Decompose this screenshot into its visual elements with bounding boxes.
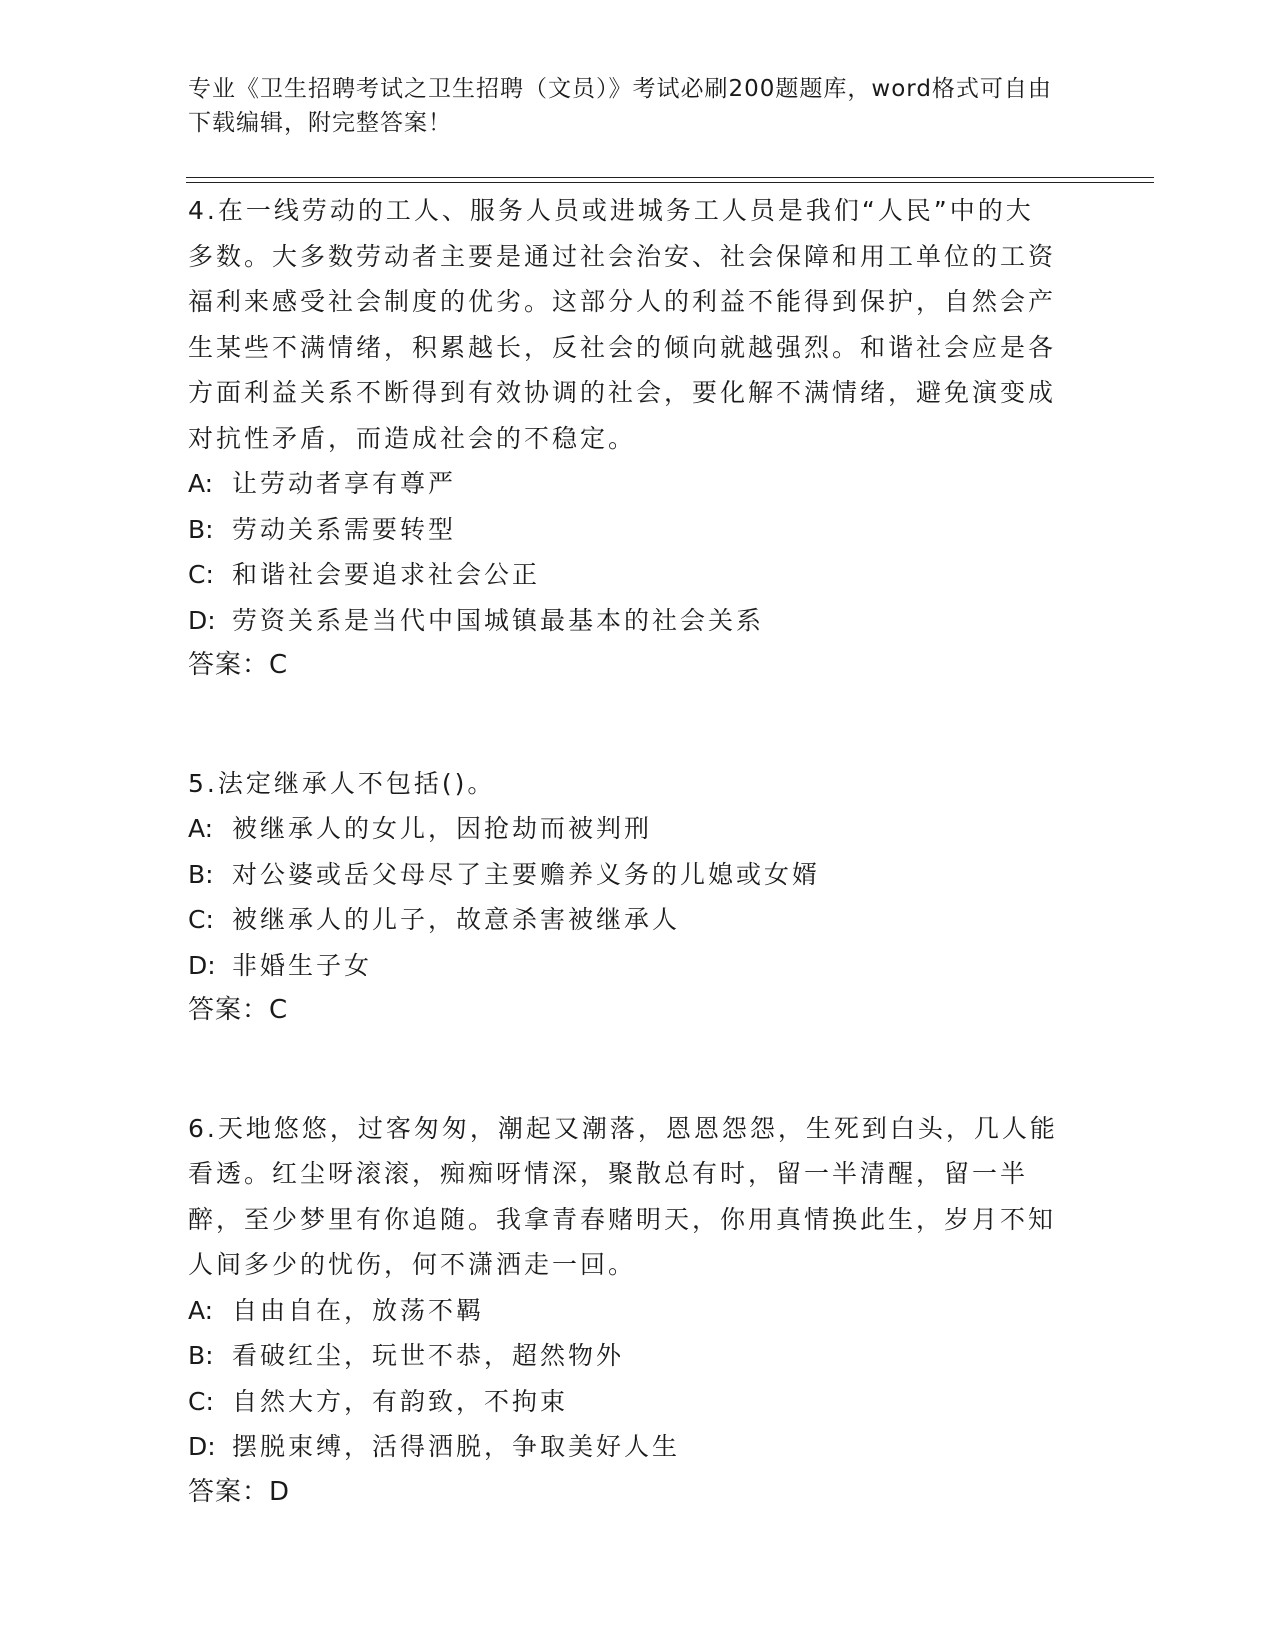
answer-line: 答案：C [188, 995, 289, 1025]
option-text: 摆脱束缚，活得洒脱，争取美好人生 [232, 1432, 681, 1461]
question-list [188, 188, 1058, 1515]
answer-line: 答案：C [188, 650, 289, 680]
option-text: 让劳动者享有尊严 [232, 469, 457, 498]
option-d [188, 1424, 1058, 1470]
option-text: 自然大方，有韵致，不拘束 [232, 1386, 569, 1416]
option-text: 对公婆或岳父母尽了主要赡养义务的儿媳或女婿 [232, 859, 821, 889]
option-key: D: [188, 1432, 216, 1461]
header-divider-bottom [186, 182, 1154, 183]
option-text: 和谐社会要追求社会公正 [232, 560, 541, 589]
option-b [188, 1333, 1058, 1379]
question-6 [188, 1106, 1058, 1516]
option-text: 劳动关系需要转型 [232, 514, 457, 544]
document-header: 专业《卫生招聘考试之卫生招聘（文员）》考试必刷200题题库，word格式可自由下载编辑，附完整答案！ [188, 76, 1052, 136]
option-c [188, 1379, 1058, 1425]
answer-line: 答案：D [188, 1476, 291, 1507]
question-4 [188, 188, 1058, 689]
question-stem: 6.天地悠悠，过客匆匆，潮起又潮落，恩恩怨怨，生死到白头，几人能看透。红尘呀滚滚，痴痴呀情深，聚散总有时，留一半清醒，留一半醉，至少梦里有你追随。我拿青春赌明天，你用真情换此生，岁月不知人间多少的忧伤，何不潇洒走一回。 [188, 1113, 1058, 1279]
question-gap [188, 689, 1058, 761]
option-c [188, 897, 1058, 943]
option-key: C: [188, 905, 214, 934]
option-key: B: [188, 1341, 214, 1370]
question-stem: 4.在一线劳动的工人、服务人员或进城务工人员是我们“人民”中的大多数。大多数劳动者主要是通过社会治安、社会保障和用工单位的工资福利来感受社会制度的优劣。这部分人的利益不能得到保护，自然会产生某些不满情绪，积累越长，反社会的倾向就越强烈。和谐社会应是各方面利益关系不断得到有效协调的社会，要化解不满情绪，避免演变成对抗性矛盾，而造成社会的不稳定。 [188, 196, 1057, 453]
question-stem: 5.法定继承人不包括()。 [188, 768, 496, 798]
option-text: 劳资关系是当代中国城镇最基本的社会关系 [232, 605, 765, 635]
option-a [188, 1288, 1058, 1334]
option-key: A: [188, 814, 214, 843]
option-text: 看破红尘，玩世不恭，超然物外 [232, 1341, 625, 1370]
option-c [188, 552, 1058, 598]
option-key: A: [188, 469, 214, 498]
header-divider-top [186, 177, 1154, 178]
option-text: 自由自在，放荡不羁 [232, 1295, 485, 1325]
option-b [188, 852, 1058, 898]
option-key: B: [188, 514, 214, 544]
option-text: 被继承人的儿子，故意杀害被继承人 [232, 905, 681, 934]
question-gap [188, 1034, 1058, 1106]
option-key: A: [188, 1295, 214, 1325]
option-text: 非婚生子女 [232, 950, 373, 980]
option-a [188, 806, 1058, 852]
option-a [188, 461, 1058, 507]
option-key: D: [188, 605, 216, 635]
option-key: C: [188, 1386, 214, 1416]
option-b [188, 507, 1058, 553]
option-d [188, 598, 1058, 644]
option-d [188, 943, 1058, 989]
question-5 [188, 761, 1058, 1034]
option-key: B: [188, 859, 214, 889]
option-text: 被继承人的女儿，因抢劫而被判刑 [232, 814, 653, 843]
option-key: C: [188, 560, 214, 589]
option-key: D: [188, 950, 216, 980]
